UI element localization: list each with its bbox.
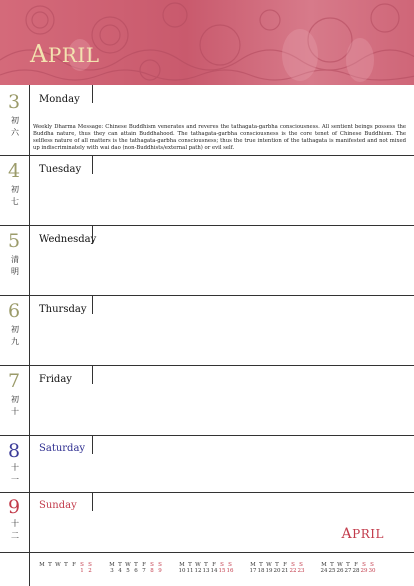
weekday-letter: T <box>275 562 279 568</box>
mini-calendar-date: 2 <box>88 568 92 574</box>
lunar-date: 初 九 <box>11 325 19 346</box>
mini-calendar-date: 15 <box>218 568 226 574</box>
mini-calendar-date: 1 <box>80 568 84 574</box>
weekday-letter: S <box>299 562 303 568</box>
month-label <box>342 526 384 542</box>
day-thursday[interactable] <box>0 296 414 366</box>
header-tick <box>92 226 93 244</box>
date-row <box>249 568 305 574</box>
mini-calendar-date: 19 <box>265 568 273 574</box>
weekday-letter: M <box>109 562 115 568</box>
weekday-letter: S <box>370 562 374 568</box>
lunar-date: 十 一 <box>11 463 19 484</box>
header-tick <box>92 296 93 314</box>
date-row <box>38 568 94 574</box>
header-tick <box>92 366 93 384</box>
mini-calendar-week <box>249 562 305 574</box>
weekday-letter: M <box>321 562 327 568</box>
month-label-rest: PRIL <box>352 527 384 541</box>
lunar-date: 初 七 <box>11 185 19 206</box>
mini-calendar-date: 10 <box>178 568 186 574</box>
mini-calendar-date: 24 <box>320 568 328 574</box>
month-label-cap: A <box>341 526 353 542</box>
mini-calendar-date <box>70 568 78 574</box>
mini-calendar-date: 18 <box>257 568 265 574</box>
month-title-rest: PRIL <box>47 43 100 67</box>
day-number: 8 <box>8 440 21 462</box>
weekday-letter: F <box>142 562 146 568</box>
weekday-letter: W <box>125 562 131 568</box>
mini-calendar-date: 20 <box>273 568 281 574</box>
date-row <box>178 568 234 574</box>
mini-calendar-date: 27 <box>344 568 352 574</box>
day-number: 9 <box>8 496 21 518</box>
weekday-letter: M <box>250 562 256 568</box>
day-name: Saturday <box>39 443 86 454</box>
header-tick <box>92 85 93 103</box>
mini-calendar-date: 5 <box>126 568 130 574</box>
mini-calendar-date: 28 <box>352 568 360 574</box>
column-divider <box>29 493 30 552</box>
weekday-letter: T <box>64 562 68 568</box>
mini-calendar-date: 30 <box>368 568 376 574</box>
weekday-letter: F <box>212 562 216 568</box>
day-name: Monday <box>39 94 80 105</box>
mini-calendar-date: 6 <box>134 568 138 574</box>
weekday-letter: T <box>259 562 263 568</box>
weekday-letter: T <box>330 562 334 568</box>
weekday-letter: T <box>134 562 138 568</box>
weekday-letter: M <box>39 562 45 568</box>
weekday-letter: S <box>158 562 162 568</box>
column-divider <box>29 156 30 225</box>
day-wednesday[interactable] <box>0 226 414 296</box>
weekday-letter: W <box>337 562 343 568</box>
mini-calendar-date: 12 <box>194 568 202 574</box>
header-tick <box>92 436 93 454</box>
mini-calendar-week <box>178 562 234 574</box>
mini-calendar-date: 7 <box>142 568 146 574</box>
weekday-letter: S <box>228 562 232 568</box>
header-tick <box>92 156 93 174</box>
day-name: Wednesday <box>39 234 97 245</box>
weekday-letter: W <box>266 562 272 568</box>
mini-calendar-date: 29 <box>360 568 368 574</box>
mini-calendar-date: 11 <box>186 568 194 574</box>
mini-calendar-date: 4 <box>118 568 122 574</box>
weekday-letter: T <box>118 562 122 568</box>
mini-calendar-date: 14 <box>210 568 218 574</box>
weekday-letter: S <box>88 562 92 568</box>
mini-calendar-date <box>54 568 62 574</box>
day-name: Friday <box>39 374 72 385</box>
mini-calendar-date: 26 <box>336 568 344 574</box>
mini-calendar-date: 21 <box>281 568 289 574</box>
weekday-letter: S <box>291 562 295 568</box>
date-row <box>108 568 164 574</box>
weekday-letter: T <box>188 562 192 568</box>
weekday-letter: S <box>220 562 224 568</box>
column-divider <box>29 85 30 155</box>
weekday-letter: T <box>346 562 350 568</box>
weekday-letter: T <box>48 562 52 568</box>
mini-calendar-date: 22 <box>289 568 297 574</box>
mini-calendar-date: 9 <box>158 568 162 574</box>
weekday-letter: F <box>72 562 76 568</box>
mini-calendar-date: 16 <box>226 568 234 574</box>
weekday-letter: S <box>80 562 84 568</box>
dharma-message: Weekly Dharma Message: Chinese Buddhism venerates and reveres the tathagata-garbha consciousness. All sentient beings possess the Buddha nature, thus they can attain Buddhahood. The tathagata-garbha consciousness is the core tenet of Chinese Buddhism. The selfless nature of all matters is the tathagata-garbha consciousness; thus the true intention of the tathagata is manifested and not mixed up indiscriminately with wai dao (non-Buddhists/external path) or evil self. <box>33 124 406 151</box>
column-divider <box>29 366 30 435</box>
day-tuesday[interactable] <box>0 156 414 226</box>
weekday-letter: S <box>362 562 366 568</box>
mini-calendar-date <box>62 568 70 574</box>
mini-calendar-date <box>46 568 54 574</box>
day-number: 3 <box>8 91 21 113</box>
date-row <box>320 568 376 574</box>
mini-calendar-week <box>108 562 164 574</box>
weekday-letter: T <box>204 562 208 568</box>
weekday-letter: W <box>55 562 61 568</box>
mini-calendar-date: 8 <box>150 568 154 574</box>
column-divider <box>29 296 30 365</box>
mini-calendar-date <box>38 568 46 574</box>
day-number: 7 <box>8 370 21 392</box>
lunar-date: 清 明 <box>11 255 19 276</box>
mini-calendar-week <box>38 562 94 574</box>
day-saturday[interactable] <box>0 436 414 493</box>
weekday-letter: W <box>195 562 201 568</box>
day-number: 6 <box>8 300 21 322</box>
month-title <box>30 40 100 68</box>
column-divider <box>29 553 30 586</box>
day-number: 5 <box>8 230 21 252</box>
lunar-date: 初 六 <box>11 116 19 137</box>
weekday-letter: F <box>354 562 358 568</box>
mini-calendar-week <box>320 562 376 574</box>
lunar-date: 初 十 <box>11 395 19 416</box>
column-divider <box>29 226 30 295</box>
mini-calendar-date: 3 <box>110 568 114 574</box>
mini-calendar-date: 13 <box>202 568 210 574</box>
day-sunday[interactable] <box>0 493 414 553</box>
header-tick <box>92 493 93 511</box>
mini-calendar-date: 23 <box>297 568 305 574</box>
day-name: Thursday <box>39 304 87 315</box>
mini-calendar <box>0 553 414 586</box>
day-name: Sunday <box>39 500 77 511</box>
day-monday[interactable] <box>0 85 414 156</box>
month-title-cap: A <box>30 40 48 68</box>
day-number: 4 <box>8 160 21 182</box>
day-friday[interactable] <box>0 366 414 436</box>
weekday-letter: F <box>283 562 287 568</box>
mini-calendar-date: 17 <box>249 568 257 574</box>
weekday-letter: S <box>150 562 154 568</box>
day-name: Tuesday <box>39 164 82 175</box>
header-banner <box>0 0 414 85</box>
weekday-letter: M <box>179 562 185 568</box>
column-divider <box>29 436 30 492</box>
mini-calendar-date: 25 <box>328 568 336 574</box>
lunar-date: 十 二 <box>11 519 19 540</box>
